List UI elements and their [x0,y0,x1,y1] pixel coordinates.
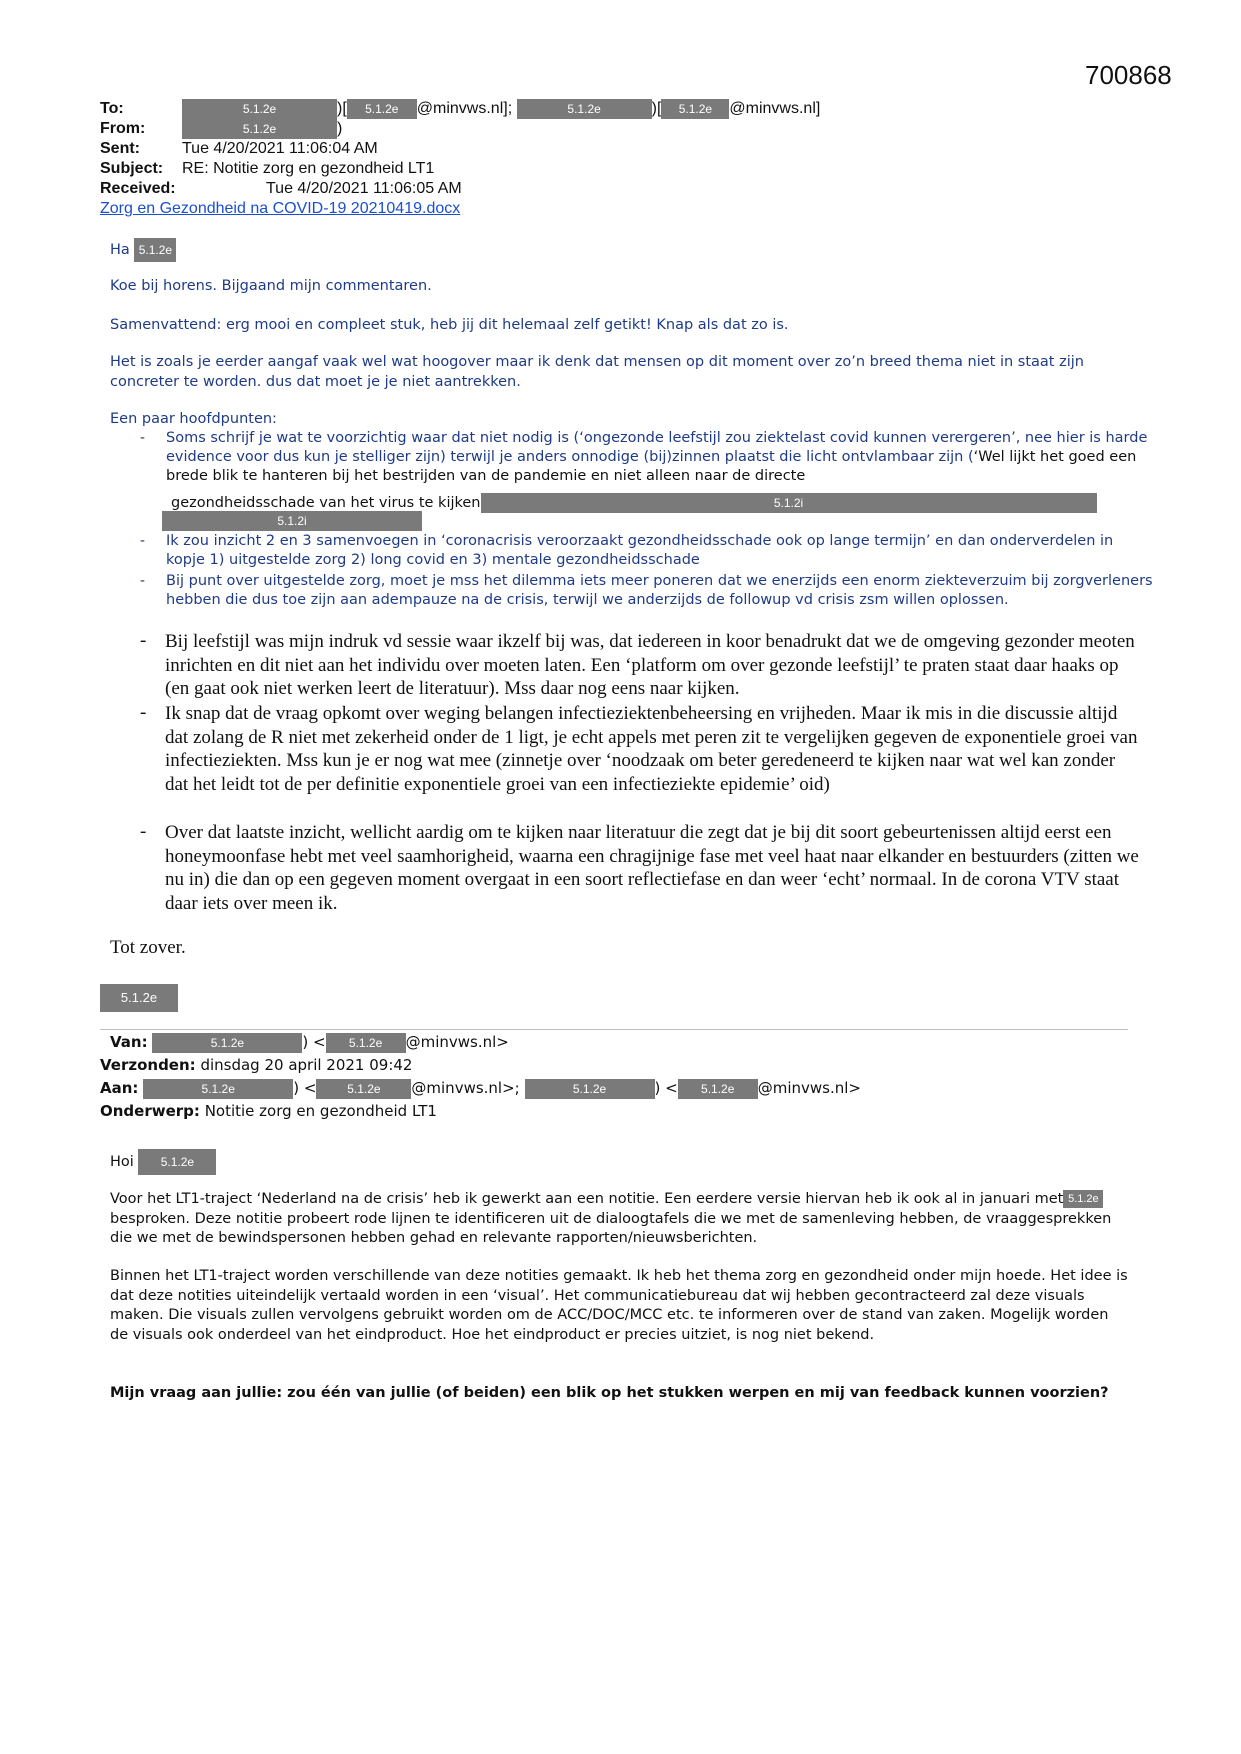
subject-value: RE: Notitie zorg en gezondheid LT1 [182,160,435,177]
redaction: 5.1.2e [661,99,729,119]
van-email: @minvws.nl> [405,1033,509,1051]
greeting-text: Hoi [110,1154,134,1170]
aan-email: @minvws.nl> [757,1079,861,1097]
original-question: Mijn vraag aan jullie: zou één van jullie (of beiden) een blik op het stukken werpen en mij van feedback kunnen voorzien? [110,1385,1109,1401]
bullet-item-6: Over dat laatste inzicht, wellicht aardig om te kijken naar literatuur die zegt dat je bij dit soort gebeurtenissen altijd eerst een honeymoonfase hebt met veel saamhorigheid, waarna een chragijnige fase met veel haat naar elkander en bestuurders (zitten we nu in) die dan op een gegeven moment overgaat in een soort reflectiefase en dan weer ‘echt’ normaal. In de corona VTV staat daar iets over meen ik. [165,822,1139,914]
signature [100,984,178,1012]
original-paragraph-1 [110,1190,1130,1249]
redaction: 5.1.2e [347,99,417,119]
aan-line [100,1078,861,1099]
reply-summary: Samenvattend: erg mooi en compleet stuk, heb jij dit helemaal zelf getikt! Knap als dat zo is. [110,317,789,333]
redaction: 5.1.2e [100,984,178,1012]
to-label: To: [100,100,124,118]
redaction: 5.1.2e [1063,1190,1103,1208]
paragraph-text: besproken. Deze notitie probeert rode lijnen te identificeren uit de dialoogtafels die we met de samenleving hebben, de vraaggesprekken die we met de bewindspersonen hebben gehad en relevante rapporten/nieuwsberichten. [110,1210,1112,1246]
redaction: 5.1.2e [517,99,652,119]
bullet-item-3: Bij punt over uitgestelde zorg, moet je mss het dilemma iets meer poneren dat we enerzijds een enorm ziekteverzuim bij zorgverleners hebben die dus toe zijn aan adempauze na de crisis, terwijl we anderzijds de followup vd crisis zsm willen oplossen. [166,573,1153,608]
document-id: 700868 [1085,60,1172,90]
received-label: Received: [100,180,176,197]
greeting-text: Ha [110,242,130,258]
from-paren: ) [337,120,343,138]
paragraph-text: Voor het LT1-traject ‘Nederland na de crisis’ heb ik gewerkt aan een notitie. Een eerdere versie hiervan heb ik ook al in januari met [110,1191,1064,1207]
redaction: 5.1.2i [162,511,422,531]
bullet-dash: - [140,532,145,549]
redaction: 5.1.2e [316,1079,411,1099]
verzonden-label: Verzonden: [100,1056,196,1074]
redaction: 5.1.2e [152,1033,302,1053]
to-bracket: )[ [651,100,662,118]
onderwerp-value: Notitie zorg en gezondheid LT1 [204,1102,437,1120]
to-line [100,99,820,119]
from-line [100,119,342,139]
to-email: @minvws.nl] [729,100,821,118]
received-value: Tue 4/20/2021 11:06:05 AM [266,180,462,197]
attachment-link[interactable]: Zorg en Gezondheid na COVID-19 20210419.docx [100,200,461,217]
original-greeting [110,1149,1130,1175]
divider [100,1029,1128,1030]
aan-label: Aan: [100,1079,139,1097]
bullet-dash: - [140,572,145,589]
sent-line [100,139,378,159]
bullet-item-1-cont [171,493,1131,513]
aan-lt: ) < [654,1079,678,1097]
bullet-item-2: Ik zou inzicht 2 en 3 samenvoegen in ‘coronacrisis veroorzaakt gezondheidsschade ook op lange termijn’ en dan onderverdelen in kopje 1) uitgestelde zorg 2) long covid en 3) mentale gezondheidsschade [166,533,1114,568]
redaction: 5.1.2i [481,493,1097,513]
redaction: 5.1.2e [525,1079,655,1099]
redaction-line [162,511,422,531]
reply-paragraph: Koe bij horens. Bijgaand mijn commentaren. [110,278,432,294]
subject-line [100,159,434,179]
to-email: @minvws.nl]; [416,100,513,118]
verzonden-value: dinsdag 20 april 2021 09:42 [200,1056,413,1074]
verzonden-line [100,1055,412,1075]
closing: Tot zover. [110,937,186,958]
bullet-quote: ‘Wel lijkt het goed een brede blik te hanteren bij het bestrijden van de pandemie en niet alleen naar de directe [166,449,1137,484]
points-heading: Een paar hoofdpunten: [110,411,277,427]
bullet-dash: - [140,630,147,651]
subject-label: Subject: [100,160,164,177]
bullet-dash: - [140,821,147,842]
redaction: 5.1.2e [326,1033,406,1053]
bullet-item-1 [166,429,1156,486]
redaction: 5.1.2e [143,1079,293,1099]
redaction: 5.1.2e [678,1079,758,1099]
van-lt: ) < [302,1033,326,1051]
sent-value: Tue 4/20/2021 11:06:04 AM [182,140,378,157]
aan-lt: ) < [293,1079,317,1097]
redaction: 5.1.2e [138,1149,216,1175]
bullet-text: Soms schrijf je wat te voorzichtig waar dat niet nodig is (‘ongezonde leefstijl zou ziektelast covid kunnen verergeren’, nee hier is harde evidence voor dus kun je stelliger zijn) terwijl je anders onnodige (bij)zinnen plaatst die licht ontvlambaar zijn ( [166,430,1148,465]
from-label: From: [100,120,146,138]
redaction: 5.1.2e [182,119,337,139]
reply-paragraph: Het is zoals je eerder aangaf vaak wel wat hoogover maar ik denk dat mensen op dit moment over zo’n breed thema niet in staat zijn concreter te worden. dus dat moet je je niet aantrekken. [110,354,1084,390]
van-label: Van: [110,1033,148,1051]
onderwerp-line [100,1101,437,1121]
received-line [100,179,462,199]
bullet-dash: - [140,429,145,446]
bullet-quote: gezondheidsschade van het virus te kijken [171,495,481,511]
van-line [110,1032,509,1053]
onderwerp-label: Onderwerp: [100,1102,200,1120]
bullet-dash: - [140,702,147,723]
redaction: 5.1.2e [182,99,337,119]
original-paragraph-2: Binnen het LT1-traject worden verschillende van deze notities gemaakt. Ik heb het thema zorg en gezondheid onder mijn hoede. Het idee is dat deze notities uiteindelijk vertaald worden in een ‘visual’. Het communicatiebureau dat wij hebben gecontracteerd zal deze visuals maken. Die visuals zullen vervolgens gebruikt worden om de ACC/DOC/MCC etc. te informeren over de stand van zaken. Mogelijk worden de visuals ook onderdeel van het eindproduct. Hoe het eindproduct er precies uitziet, is nog niet bekend. [110,1268,1128,1343]
bullet-item-5: Ik snap dat de vraag opkomt over weging belangen infectieziektenbeheersing en vrijheden. Maar ik mis in die discussie altijd dat zolang de R niet met zekerheid onder de 1 ligt, je echt appels met peren zit te vergelijken gegeven de exponentiele groei van infectieziekten. Mss kun je er nog wat mee (zinnetje over ‘noodzaak om beter geredeneerd te kijken naar wat wel kan zonder dat het leidt tot de per definitie exponentiele groei van een infectieziekte epidemie’ oid) [165,703,1138,795]
to-bracket: )[ [337,100,347,118]
sent-label: Sent: [100,140,140,157]
redaction: 5.1.2e [134,238,176,262]
reply-greeting [110,238,1130,262]
aan-email: @minvws.nl>; [411,1079,520,1097]
bullet-item-4: Bij leefstijl was mijn indruk vd sessie waar ikzelf bij was, dat iedereen in koor benadrukt dat we de omgeving gezonder meoten inrichten en dit niet aan het individu over moeten laten. Een ‘platform om over gezonde leefstijl’ te praten staat daar haaks op (en gaat ook niet werken leert de literatuur). Mss daar nog eens naar kijken. [165,631,1135,699]
